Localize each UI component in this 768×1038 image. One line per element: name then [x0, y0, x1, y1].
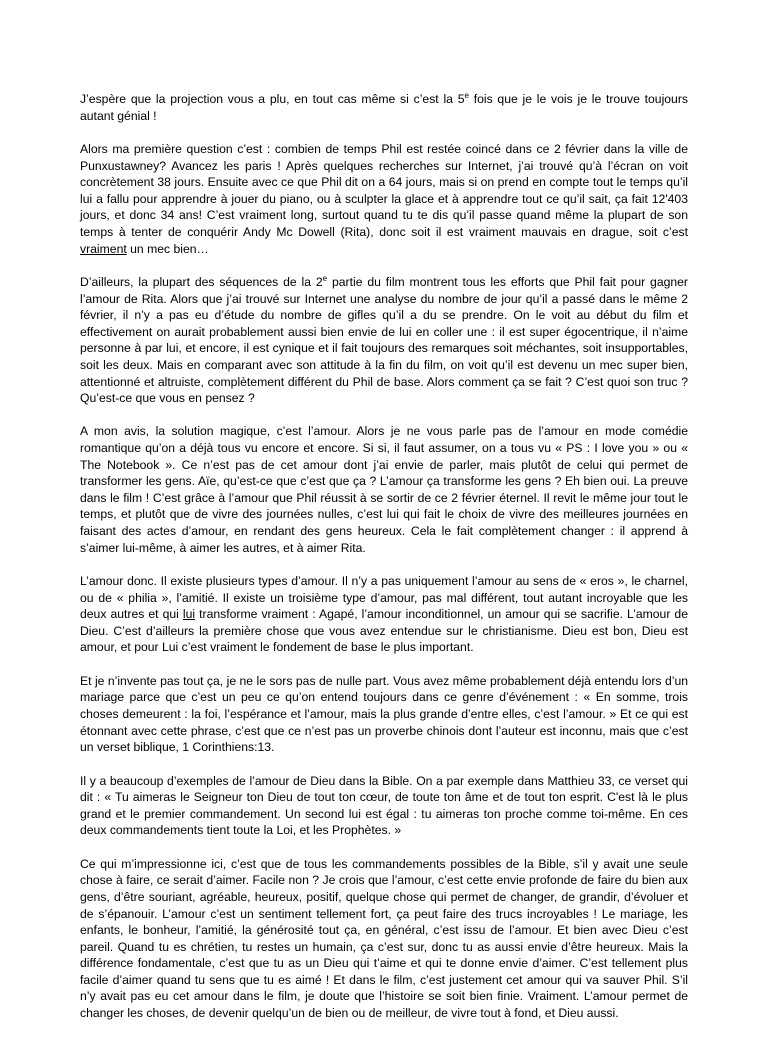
ordinal-superscript: e	[322, 273, 328, 283]
paragraph: Alors ma première question c’est : combien de temps Phil est restée coincé dans ce 2 février dans la ville de Punxustawney? Avancez les paris ! Après quelques recherches sur Internet, j’ai trouvé qu’à l’écran on voit concrètement 38 jours. Ensuite avec ce que Phil dit on a 64 jours, mais si on prend en compte tout le temps qu’il lui a fallu pour apprendre à jouer du piano, ou à sculpter la glace et à apprendre tout ce qu’il sait, ça fait 12'403 jours, et donc 34 ans! C’est vraiment long, surtout quand tu te dis qu’il passe quand même la plupart de son temps à tenter de conquérir Andy Mc Dowell (Rita), donc soit il est vraiment mauvais en drague, soit c’est vraiment un mec bien…	[80, 141, 688, 256]
paragraph: J’espère que la projection vous a plu, en tout cas même si c’est la 5e fois que je le vois je le trouve toujours autant génial !	[80, 91, 688, 123]
paragraph: D’ailleurs, la plupart des séquences de la 2e partie du film montrent tous les efforts que Phil fait pour gagner l’amour de Rita. Alors que j’ai trouvé sur Internet une analyse du nombre de jour qu’il a passé dans le même 2 février, il n’y a pas eu d’étude du nombre de gifles qu’il a du se prendre. On le voit au début du film et effectivement on aurait probablement aussi bien envie de lui en coller une : il est super égocentrique, il n’aime personne à par lui, et encore, il est cynique et il fait toujours des remarques soit méchantes, soit insupportables, soit les deux. Mais en comparant avec son attitude à la fin du film, on voit qu’il est devenu un mec super bien, attentionné et altruiste, complètement différent du Phil de base. Alors comment ça se fait ? C’est quoi son truc ? Qu’est-ce que vous en pensez ?	[80, 273, 688, 406]
paragraph: Il y a beaucoup d’exemples de l’amour de Dieu dans la Bible. On a par exemple dans Matthieu 33, ce verset qui dit : « Tu aimeras le Seigneur ton Dieu de tout ton cœur, de toute ton âme et de tout ton esprit. C'est là le plus grand et le premier commandement. Un second lui est égal : tu aimeras ton proche comme toi-même. En ces deux commandements tient toute la Loi, et les Prophètes. »	[80, 773, 688, 838]
underlined-word: vraiment	[80, 241, 127, 256]
paragraph: L’amour donc. Il existe plusieurs types d’amour. Il n’y a pas uniquement l’amour au sens de « eros », le charnel, ou de « philia », l’amitié. Il existe un troisième type d’amour, pas mal différent, tout autant incroyable que les deux autres et qui lui transforme vraiment : Agapé, l’amour inconditionnel, un amour qui se sacrifie. L’amour de Dieu. C’est d’ailleurs la première chose que vous avez entendue sur le christianisme. Dieu est bon, Dieu est amour, et pour Lui c’est vraiment le fondement de base le plus important.	[80, 574, 688, 655]
paragraph: Et je n’invente pas tout ça, je ne le sors pas de nulle part. Vous avez même probablement déjà entendu lors d’un mariage parce que c’est un peu ce qu’on entend toujours dans ce genre d’événement : « En somme, trois choses demeurent : la foi, l’espérance et l’amour, mais la plus grande d’entre elles, c’est l’amour. » Et ce qui est étonnant avec cette phrase, c’est que ce n’est pas un proverbe chinois dont l’auteur est inconnu, mais que c’est un verset biblique, 1 Corinthiens:13.	[80, 673, 688, 755]
ordinal-superscript: e	[464, 91, 469, 100]
underlined-word: lui	[182, 607, 196, 622]
paragraph: Ce qui m’impressionne ici, c’est que de tous les commandements possibles de la Bible, s’il y avait une seule chose à faire, ce serait d’aimer. Facile non ? Je crois que l’amour, c’est cette envie profonde de faire du bien aux gens, d’être souriant, agréable, heureux, positif, quelque chose qui permet de changer, de grandir, d’évoluer et de s’épanouir. L’amour c’est un sentiment tellement fort, ça peut faire des trucs incroyables ! Le mariage, les enfants, le bonheur, l’amitié, la générosité tout ça, en général, c’est issu de l’amour. Et bien avec Dieu c’est pareil. Quand tu es chrétien, tu restes un humain, ça c’est sur, donc tu as aussi envie d’être heureux. Mais la différence fondamentale, c’est que tu as un Dieu qui t’aime et qui te donne envie d’aimer. C’est tellement plus facile d’aimer quand tu sens que tu es aimé ! Et dans le film, c’est justement cet amour qui va sauver Phil. S’il n’y avait pas eu cet amour dans le film, je doute que l’histoire se soit bien finie. Vraiment. L’amour permet de changer les choses, de devenir quelqu’un de bien ou de meilleur, de vivre tout à fond, et Dieu aussi.	[80, 856, 688, 1021]
paragraph: A mon avis, la solution magique, c’est l’amour. Alors je ne vous parle pas de l’amour en mode comédie romantique qu’on a déjà tous vu encore et encore. Si si, il faut assumer, on a tous vu « PS : I love you » ou « The Notebook ». Ce n’est pas de cet amour dont j’ai envie de parler, mais plutôt de celui qui permet de transformer les gens. Aïe, qu’est-ce que c’est que ça ? L’amour ça transforme les gens ? Eh bien oui. La preuve dans le film ! C’est grâce à l’amour que Phil réussit à se sortir de ce 2 février éternel. Il revit le même jour tout le temps, et plutôt que de vivre des journées nulles, c’est lui qui fait le choix de vivre des meilleures journées en faisant des actes d’amour, en rendant des gens heureux. Cela le fait complètement changer : il apprend à s’aimer lui-même, à aimer les autres, et à aimer Rita.	[80, 424, 688, 555]
document-page	[80, 91, 688, 1038]
